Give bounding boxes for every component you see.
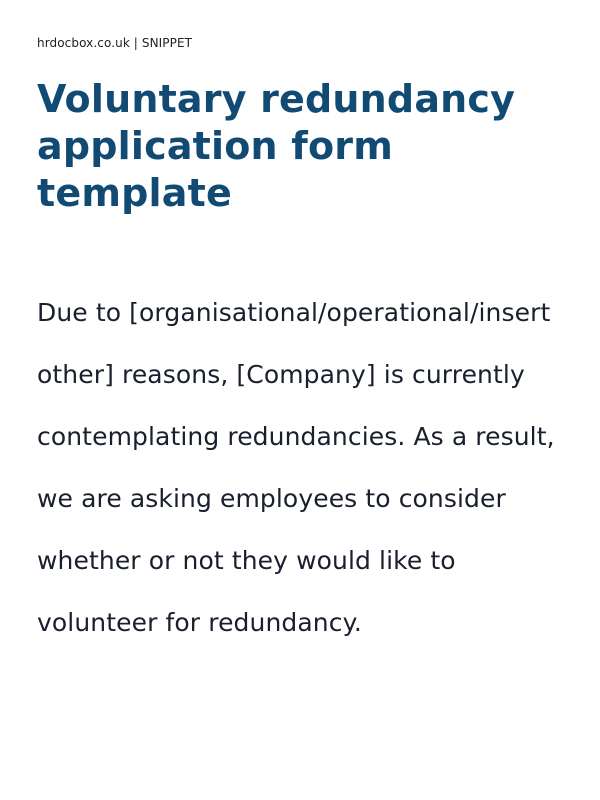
document-title: Voluntary redundancy application form template <box>37 77 516 215</box>
document-page <box>37 0 577 800</box>
source-line: hrdocbox.co.uk | SNIPPET <box>37 36 193 50</box>
body-paragraph: Due to [organisational/operational/insert other] reasons, [Company] is currently contemplating redundancies. As a result, we are asking employees to consider whether or not they would like to volunteer for redundancy. <box>37 298 555 637</box>
